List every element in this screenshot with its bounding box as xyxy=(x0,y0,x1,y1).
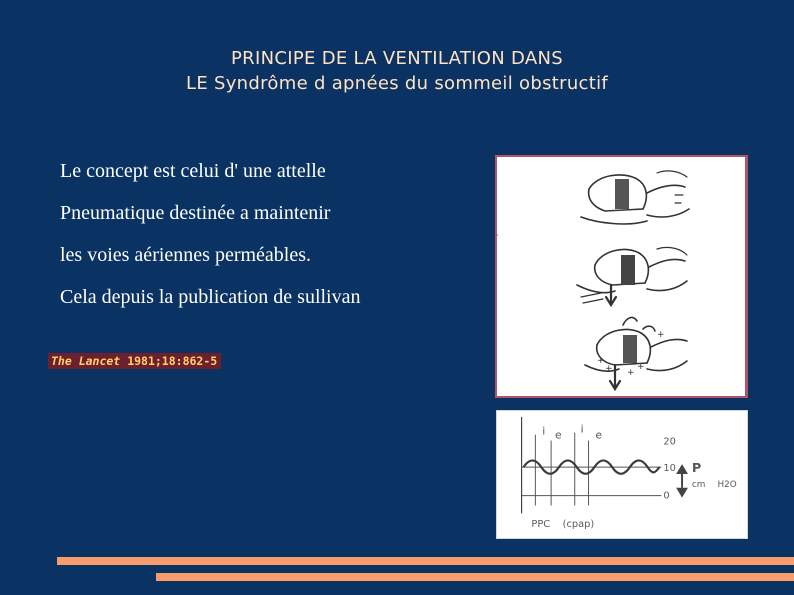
tick-label-0: 0 xyxy=(663,490,670,502)
svg-text:+: + xyxy=(627,368,635,378)
figure-caption: PPC (cpap) xyxy=(531,519,595,531)
tick-label-20: 20 xyxy=(663,436,676,448)
phase-label-4: e xyxy=(595,428,603,442)
pressure-trace-chart xyxy=(497,411,747,538)
tongue-mass-1 xyxy=(615,179,629,209)
title-line-2: LE Syndrôme d apnées du sommeil obstructif xyxy=(185,73,609,94)
tongue-mass-2 xyxy=(621,255,635,285)
airway-illustration xyxy=(495,155,748,398)
bullet-line-2: Pneumatique destinée a maintenir xyxy=(60,202,331,224)
arrow-down-icon xyxy=(606,285,616,305)
title-line-1: PRINCIPE DE LA VENTILATION DANS xyxy=(231,48,563,69)
citation-reference: 1981;18:862-5 xyxy=(127,354,218,368)
svg-text:+: + xyxy=(605,364,613,374)
double-arrow-icon xyxy=(676,464,688,497)
axis-label-p: P xyxy=(691,461,702,477)
accent-bar-top xyxy=(57,557,794,565)
citation-journal: The Lancet xyxy=(51,354,121,368)
slide-title xyxy=(0,46,794,96)
svg-text:+: + xyxy=(597,356,605,366)
phase-label-2: e xyxy=(555,428,562,442)
citation-badge xyxy=(48,353,221,369)
bullet-line-1: Le concept est celui d' une attelle xyxy=(60,160,326,182)
accent-bar-bottom xyxy=(156,573,794,581)
pressure-trace-figure xyxy=(496,410,748,539)
svg-text:+: + xyxy=(637,362,645,372)
tongue-mass-3 xyxy=(623,335,637,363)
svg-text:+: + xyxy=(657,330,665,340)
bullet-list xyxy=(60,154,361,322)
airway-stage-1 xyxy=(581,171,689,224)
phase-label-1: i xyxy=(542,424,546,438)
axis-label-cm: cm xyxy=(691,479,706,490)
phase-label-3: i xyxy=(580,422,584,436)
bullet-line-3: les voies aériennes perméables. xyxy=(60,244,312,266)
tick-label-10: 10 xyxy=(663,463,676,475)
airway-diagram xyxy=(497,157,745,396)
bullet-line-4: Cela depuis la publication de sullivan xyxy=(60,286,361,308)
axis-label-h2o: H2O xyxy=(717,479,737,490)
